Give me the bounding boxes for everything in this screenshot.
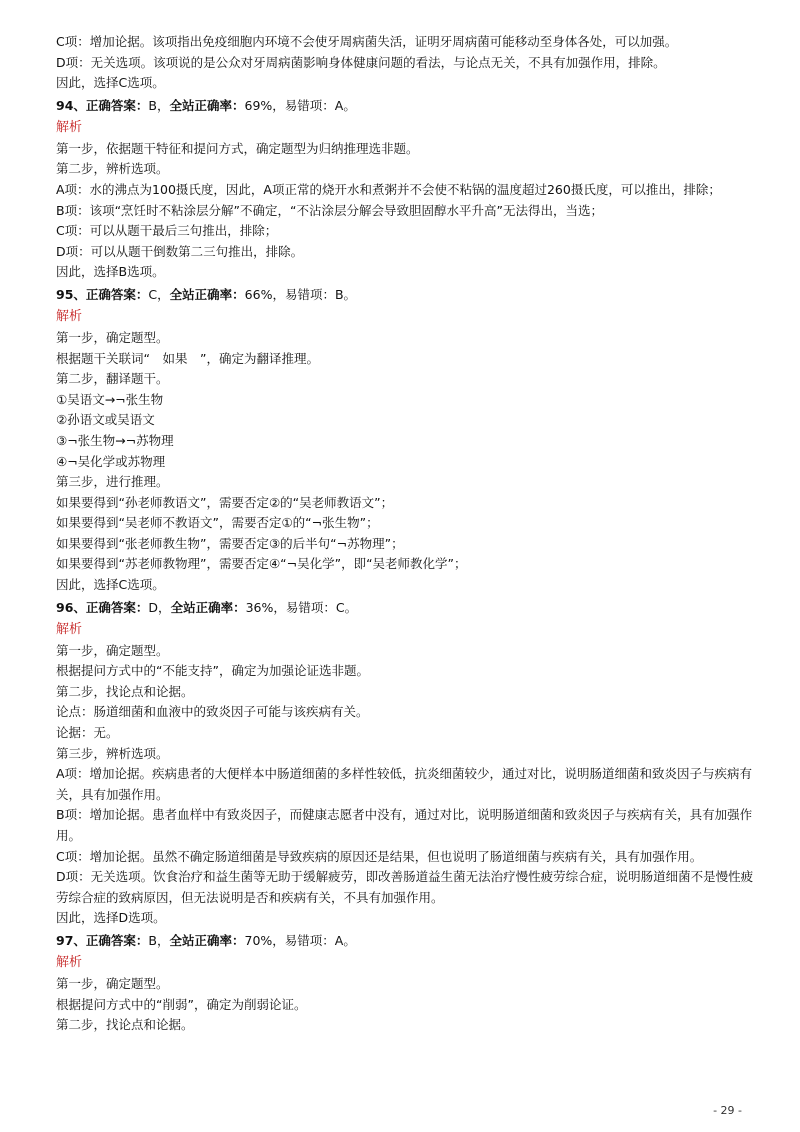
answer-value: B， [148,932,170,948]
answer-value: D， [148,599,171,615]
paragraph-line: ①吴语文→¬张生物 [56,391,164,407]
paragraph-line: 如果要得到“苏老师教物理”，需要否定④“¬吴化学”，即“吴老师教化学”； [56,556,467,572]
rate-value: 69%，易错项：A。 [244,97,356,113]
rate-value: 36%，易错项：C。 [245,599,358,615]
answer-value: B， [148,97,170,113]
answer-label: 正确答案： [85,599,149,615]
answer-header [56,284,756,306]
paragraph-line: 第三步，辨析选项。 [56,745,169,761]
paragraph-line: 如果要得到“孙老师教语文”，需要否定②的“吴老师教语文”； [56,494,394,510]
paragraph-line: ③¬张生物→¬苏物理 [56,432,174,448]
paragraph-line: 因此，选择C选项。 [56,577,165,593]
answer-header [56,95,756,117]
rate-label: 全站正确率： [169,286,245,302]
paragraph-line: 因此，选择D选项。 [56,910,166,926]
rate-label: 全站正确率： [170,599,246,615]
page-number: - 29 - [713,1104,742,1117]
paragraph-line: 论据：无。 [56,725,119,741]
question-number: 96、 [56,599,86,615]
paragraph-line: 第一步，确定题型。 [56,329,169,345]
paragraph-line: D项：无关选项。该项说的是公众对牙周病菌影响身体健康问题的看法，与论点无关，不具有加强作用，排除。 [56,54,666,70]
paragraph-line: 第三步，进行推理。 [56,474,169,490]
answer-header [56,597,756,619]
document-body [56,32,756,1036]
paragraph-line: 第一步，确定题型。 [56,975,169,991]
paragraph-line: 根据提问方式中的“削弱”，确定为削弱论证。 [56,996,307,1012]
rate-value: 70%，易错项：A。 [244,932,356,948]
answer-header [56,930,756,952]
paragraph-line: 因此，选择C选项。 [56,75,165,91]
paragraph-line: C项：增加论据。该项指出免疫细胞内环境不会使牙周病菌失活，证明牙周病菌可能移动至身体各处，可以加强。 [56,34,678,49]
question-number: 97、 [56,932,86,948]
question-number: 95、 [56,286,86,302]
paragraph-line: D项：无关选项。饮食治疗和益生菌等无助于缓解疲劳，即改善肠道益生菌无法治疗慢性疲劳综合症，说明肠道细菌不是慢性疲劳综合症的致病原因，但无法说明是否和疾病有关，不具有加强作用。 [56,869,754,905]
analysis-heading: 解析 [56,308,83,324]
paragraph-line: 因此，选择B选项。 [56,264,165,280]
paragraph-line: A项：水的沸点为100摄氏度，因此，A项正常的烧开水和煮粥并不会使不粘锅的温度超过260摄氏度，可以推出，排除； [56,181,721,197]
paragraph-line: 第一步，确定题型。 [56,642,169,658]
paragraph-line: ④¬吴化学或苏物理 [56,453,166,469]
paragraph-line: A项：增加论据。疾病患者的大便样本中肠道细菌的多样性较低，抗炎细菌较少，通过对比，说明肠道细菌和致炎因子与疾病有关，具有加强作用。 [56,766,753,802]
answer-value: C， [148,286,170,302]
paragraph-line: 如果要得到“吴老师不教语文”，需要否定①的“¬张生物”； [56,515,379,531]
answer-label: 正确答案： [85,932,149,948]
paragraph-line: C项：增加论据。虽然不确定肠道细菌是导致疾病的原因还是结果，但也说明了肠道细菌与疾病有关，具有加强作用。 [56,848,703,864]
paragraph-line: B项：增加论据。患者血样中有致炎因子，而健康志愿者中没有，通过对比，说明肠道细菌和致炎因子与疾病有关，具有加强作用。 [56,807,753,843]
paragraph-line: 第二步，翻译题干。 [56,371,169,387]
paragraph-line: D项：可以从题干倒数第二三句推出，排除。 [56,243,304,259]
paragraph-line: 第二步，找论点和论据。 [56,1017,194,1033]
paragraph-line: C项：可以从题干最后三句推出，排除； [56,223,278,239]
answer-label: 正确答案： [85,97,149,113]
paragraph-line: 根据提问方式中的“不能支持”，确定为加强论证选非题。 [56,663,369,679]
paragraph-line: ②孙语文或吴语文 [56,412,155,428]
paragraph-line: B项：该项“烹饪时不粘涂层分解”不确定，“不沾涂层分解会导致胆固醇水平升高”无法得出，当选； [56,202,603,218]
rate-label: 全站正确率： [169,97,245,113]
paragraph-line: 第一步，依据题干特征和提问方式，确定题型为归纳推理选非题。 [56,140,419,156]
paragraph-line: 根据题干关联词“ 如果 ”，确定为翻译推理。 [56,350,319,366]
rate-label: 全站正确率： [169,932,245,948]
paragraph-line: 第二步，辨析选项。 [56,161,169,177]
paragraph-line: 如果要得到“张老师教生物”，需要否定③的后半句“¬苏物理”； [56,535,404,551]
analysis-heading: 解析 [56,621,83,637]
question-number: 94、 [56,97,86,113]
paragraph-line: 第二步，找论点和论据。 [56,683,194,699]
answer-label: 正确答案： [85,286,149,302]
analysis-heading: 解析 [56,954,83,970]
paragraph-line: 论点：肠道细菌和血液中的致炎因子可能与该疾病有关。 [56,704,369,720]
rate-value: 66%，易错项：B。 [244,286,357,302]
analysis-heading: 解析 [56,119,83,135]
